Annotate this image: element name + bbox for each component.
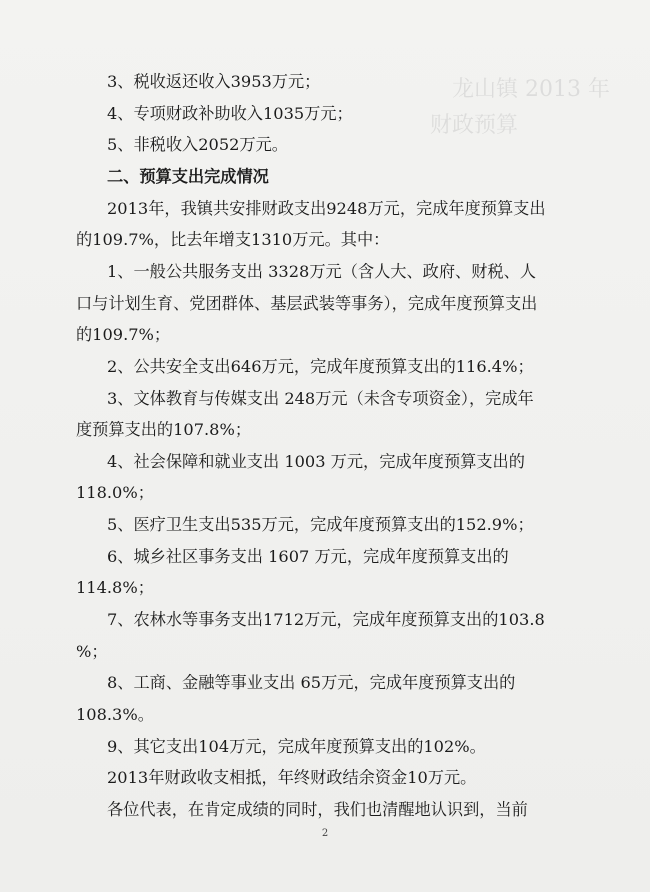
paragraph-line: 口与计划生育、党团群体、基层武装等事务），完成年度预算支出 [76,294,538,313]
paragraph-line: %； [76,642,108,661]
paragraph-line: 的109.7%，比去年增支1310万元。其中： [76,230,390,249]
paragraph-line: 7、农林水等事务支出1712万元，完成年度预算支出的103.8 [107,610,545,629]
paragraph-line: 4、专项财政补助收入1035万元； [107,104,353,123]
paragraph-line: 度预算支出的107.8%； [76,420,252,439]
paragraph-line: 5、非税收入2052万元。 [107,135,288,154]
section-heading: 二、预算支出完成情况 [107,167,269,186]
paragraph-line: 9、其它支出104万元，完成年度预算支出的102%。 [107,737,486,756]
bleed-through-text: 龙山镇 2013 年 [452,77,610,102]
paragraph-line: 6、城乡社区事务支出 1607 万元，完成年度预算支出的 [107,547,509,566]
paragraph-line: 8、工商、金融等事业支出 65万元，完成年度预算支出的 [107,673,516,692]
paragraph-line: 2013年财政收支相抵，年终财政结余资金10万元。 [107,768,477,787]
paragraph-line: 5、医疗卫生支出535万元，完成年度预算支出的152.9%； [107,515,534,534]
paragraph-line: 108.3%。 [76,705,154,724]
paragraph-line: 2、公共安全支出646万元，完成年度预算支出的116.4%； [107,357,534,376]
paragraph-line: 4、社会保障和就业支出 1003 万元，完成年度预算支出的 [107,452,525,471]
paragraph-line: 1、一般公共服务支出 3328万元（含人大、政府、财税、人 [107,262,536,281]
paragraph-line: 3、税收返还收入3953万元； [107,72,321,91]
paragraph-line: 3、文体教育与传媒支出 248万元（未含专项资金），完成年 [107,389,534,408]
paragraph-line: 118.0%； [76,483,154,502]
paragraph-line: 的109.7%； [76,325,171,344]
page-number: 2 [321,828,329,839]
paragraph-line: 各位代表，在肯定成绩的同时，我们也清醒地认识到，当前 [107,800,528,819]
bleed-through-text: 财政预算 [430,113,519,138]
paragraph-line: 114.8%； [76,578,154,597]
paragraph-line: 2013年，我镇共安排财政支出9248万元，完成年度预算支出 [107,199,546,218]
